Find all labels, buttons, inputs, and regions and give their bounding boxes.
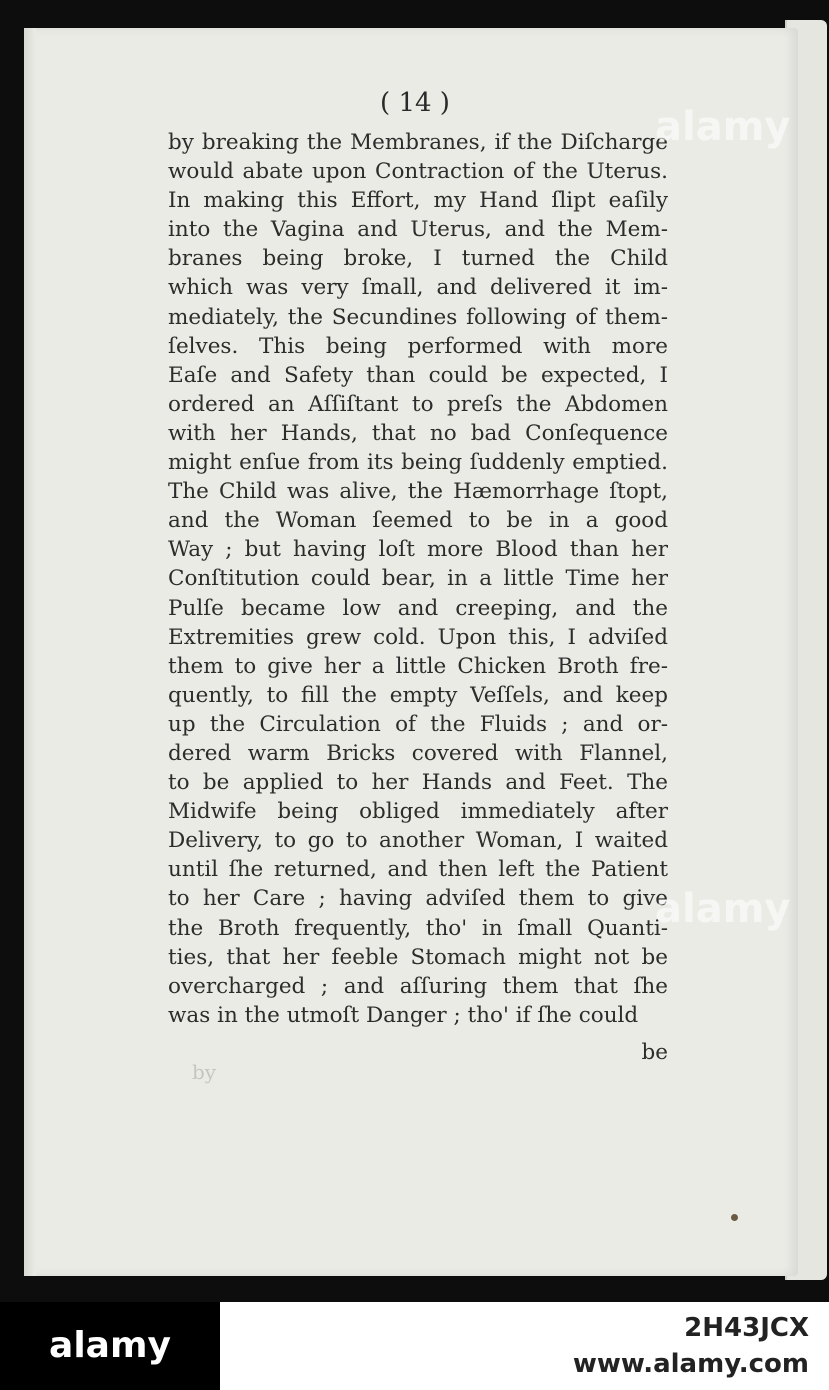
- text-line: Way ; but having loſt more Blood than her: [168, 537, 668, 563]
- text-line: the Broth frequently, tho' in ſmall Quanti-: [168, 915, 668, 941]
- text-line: overcharged ; and aſſuring them that ſhe: [168, 973, 668, 999]
- text-line: up the Circulation of the Fluids ; and or-: [168, 711, 668, 737]
- text-line: was in the utmoſt Danger ; tho' if ſhe could: [168, 1002, 639, 1028]
- text-line: which was very ſmall, and delivered it im-: [168, 275, 668, 301]
- footer-meta: [573, 1310, 809, 1382]
- alamy-logo: alamy: [0, 1302, 220, 1390]
- text-line: ordered an Aſſiſtant to preſs the Abdomen: [168, 391, 668, 417]
- text-line: In making this Effort, my Hand ſlipt eaſily: [168, 188, 668, 214]
- text-line: Eaſe and Safety than could be expected, I: [168, 362, 668, 388]
- text-line: Extremities grew cold. Upon this, I adviſed: [168, 624, 668, 650]
- catchword: be: [641, 1040, 668, 1065]
- text-line: to her Care ; having adviſed them to give: [168, 886, 668, 912]
- watermark: alamy: [655, 886, 791, 932]
- text-line: Pulſe became low and creeping, and the: [168, 595, 668, 621]
- text-line: would abate upon Contraction of the Uterus.: [168, 159, 668, 185]
- text-line: until ſhe returned, and then left the Patient: [168, 857, 668, 883]
- text-line: branes being broke, I turned the Child: [168, 246, 668, 272]
- text-line: The Child was alive, the Hæmorrhage ſtopt,: [168, 479, 668, 505]
- text-line: them to give her a little Chicken Broth fre-: [168, 653, 668, 679]
- text-line: mediately, the Secundines following of them-: [168, 304, 668, 330]
- text-line: into the Vagina and Uterus, and the Mem-: [168, 217, 668, 243]
- watermark: alamy: [655, 104, 791, 150]
- image-id: 2H43JCX: [684, 1313, 809, 1343]
- text-line: with her Hands, that no bad Conſequence: [168, 420, 668, 446]
- body-text: [168, 128, 668, 1030]
- text-line: by breaking the Membranes, if the Diſcharge: [168, 130, 668, 155]
- text-line: Midwife being obliged immediately after: [168, 799, 668, 825]
- paper-blemish: [731, 1214, 738, 1221]
- text-line: dered warm Bricks covered with Flannel,: [168, 740, 668, 766]
- bleed-through-text: by: [192, 1060, 217, 1084]
- text-line: Delivery, to go to another Woman, I waited: [168, 828, 668, 854]
- page-spine-shadow: [24, 28, 36, 1276]
- text-line: ſelves. This being performed with more: [168, 333, 668, 359]
- site-url: www.alamy.com: [572, 1349, 809, 1379]
- page-number: ( 14 ): [380, 88, 450, 118]
- text-line: might enſue from its being ſuddenly emptied.: [168, 450, 668, 476]
- footer-bar: [0, 1302, 829, 1390]
- text-line: ties, that her feeble Stomach might not be: [168, 944, 668, 970]
- text-line: to be applied to her Hands and Feet. The: [168, 770, 668, 796]
- text-line: Conſtitution could bear, in a little Time her: [168, 566, 668, 592]
- text-line: and the Woman ſeemed to be in a good: [168, 508, 668, 534]
- text-line: quently, to fill the empty Veſſels, and keep: [168, 682, 668, 708]
